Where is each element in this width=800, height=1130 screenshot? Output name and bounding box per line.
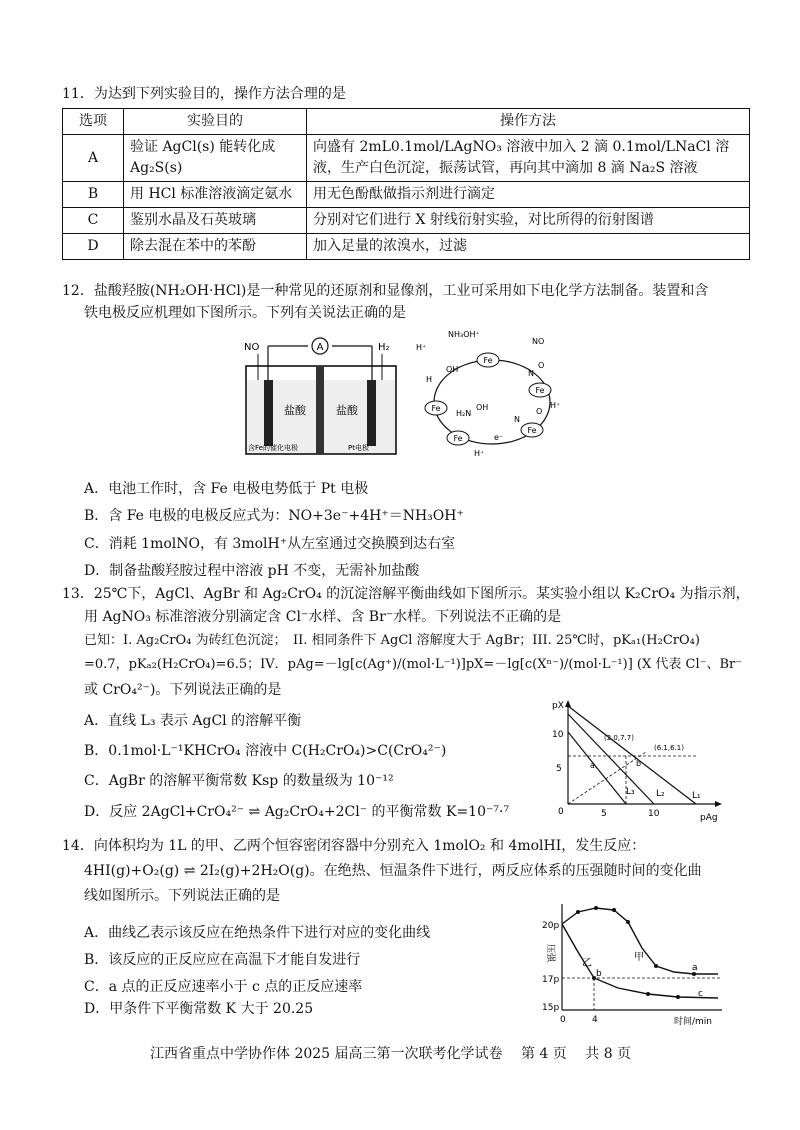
q12-option-b: B．含 Fe 电极的电极反应式为：NO+3e⁻+4H⁺＝NH₃OH⁺ (84, 508, 464, 524)
header-option: 选项 (63, 109, 124, 135)
table-row (63, 182, 750, 208)
svg-text:L₃: L₃ (626, 787, 635, 797)
svg-text:0: 0 (560, 1015, 566, 1025)
q13-solubility-graph (546, 696, 726, 824)
table-row (63, 234, 750, 260)
svg-text:pX: pX (552, 701, 564, 711)
left-solution: 盐酸 (284, 404, 306, 417)
header-aim: 实验目的 (124, 109, 307, 135)
nh3oh-label: NH₃OH⁺ (448, 330, 480, 339)
right-solution: 盐酸 (336, 404, 358, 417)
row-aim: 鉴别水晶及石英玻璃 (124, 208, 307, 234)
svg-text:L₂: L₂ (656, 789, 665, 799)
line-l3 (568, 732, 626, 804)
no-gas-label: NO (244, 342, 260, 353)
q13-stem-2: 用 AgNO₃ 标准溶液分别滴定含 Cl⁻水样、含 Br⁻水样。下列说法不正确的是 (84, 609, 562, 625)
pt-electrode (367, 380, 376, 446)
q14-stem-1: 14．向体积均为 1L 的甲、乙两个恒容密闭容器中分别充入 1molO₂ 和 4molHI，发生反应： (62, 838, 646, 854)
svg-text:甲: 甲 (634, 952, 644, 963)
q13-known-1: 已知：I. Ag₂CrO₄ 为砖红色沉淀； II. 相同条件下 AgCl 溶解度大于 AgBr；III. 25℃时，pKₐ₁(H₂CrO₄) (84, 633, 700, 648)
q14-option-b: B．该反应的正反应应在高温下才能自发进行 (84, 952, 361, 968)
svg-text:Fe: Fe (535, 386, 545, 395)
table-header-row (63, 109, 750, 135)
h2-gas-label: H₂ (378, 342, 390, 353)
svg-text:5: 5 (601, 809, 607, 819)
svg-text:O: O (536, 407, 543, 416)
svg-text:b: b (596, 969, 602, 979)
svg-text:H⁺: H⁺ (550, 401, 561, 410)
fe-electrode (264, 380, 273, 446)
svg-text:Fe: Fe (453, 434, 463, 443)
svg-text:15p: 15p (542, 1003, 560, 1013)
svg-text:Fe: Fe (483, 356, 493, 365)
q13-option-d: D．反应 2AgCl+CrO₄²⁻ ⇌ Ag₂CrO₄+2Cl⁻ 的平衡常数 K=10⁻⁷·⁷ (84, 804, 510, 820)
svg-text:e⁻: e⁻ (494, 433, 504, 442)
svg-text:4: 4 (592, 1015, 598, 1025)
svg-text:Fe: Fe (527, 426, 537, 435)
svg-text:(6.1,6.1): (6.1,6.1) (654, 744, 684, 752)
svg-text:b: b (636, 759, 642, 768)
row-aim: 除去混在苯中的苯酚 (124, 234, 307, 260)
row-option: D (63, 234, 124, 260)
svg-text:N: N (528, 369, 534, 378)
svg-text:Fe: Fe (431, 404, 441, 413)
svg-text:H: H (426, 375, 433, 384)
exchange-membrane (316, 366, 324, 454)
q13-known-3: 或 CrO₄²⁻)。下列说法正确的是 (84, 682, 282, 698)
q11-stem: 11．为达到下列实验目的，操作方法合理的是 (62, 86, 346, 102)
q13-option-b: B．0.1mol·L⁻¹KHCrO₄ 溶液中 C(H₂CrO₄)>C(CrO₄²⁻) (84, 743, 447, 759)
q12-option-a: A．电池工作时，含 Fe 电极电势低于 Pt 电极 (84, 481, 369, 497)
q14-option-a: A．曲线乙表示该反应在绝热条件下进行对应的变化曲线 (84, 925, 431, 941)
table-row (63, 208, 750, 234)
svg-text:H₂N: H₂N (456, 409, 472, 418)
svg-text:OH: OH (446, 365, 459, 374)
svg-text:时间/min: 时间/min (674, 1017, 713, 1027)
svg-text:20p: 20p (542, 921, 560, 931)
svg-text:(2.0,7.7): (2.0,7.7) (604, 734, 634, 742)
q14-pressure-graph (538, 900, 734, 1030)
svg-text:c: c (698, 989, 703, 999)
q11-table (62, 108, 750, 260)
header-method: 操作方法 (307, 109, 750, 135)
row-method: 向盛有 2mL0.1mol/LAgNO₃ 溶液中加入 2 滴 0.1mol/LNaCl 溶液，生产白色沉淀，振荡试管，再向其中滴加 8 滴 Na₂S 溶液 (307, 135, 750, 182)
q12-stem-1: 12．盐酸羟胺(NH₂OH·HCl)是一种常见的还原剂和显像剂，工业可采用如下电化学方法制备。装置和含 (62, 283, 709, 299)
fe-electrode-label: 含Fe的催化电极 (248, 444, 298, 452)
q12-option-c: C．消耗 1molNO，有 3molH⁺从左室通过交换膜到达右室 (84, 536, 456, 552)
row-option: B (63, 182, 124, 208)
q14-stem-3: 线如图所示。下列说法正确的是 (84, 888, 280, 904)
svg-text:pAg: pAg (700, 813, 718, 823)
svg-text:a: a (590, 761, 595, 770)
svg-text:H⁺: H⁺ (474, 449, 485, 458)
q14-option-c: C．a 点的正反应速率小于 c 点的正反应速率 (84, 979, 363, 995)
footer-title: 江西省重点中学协作体 2025 届高三第一次联考化学试卷 (150, 1046, 503, 1062)
q12-electrolysis-figure (236, 330, 566, 462)
q13-option-a: A．直线 L₃ 表示 AgCl 的溶解平衡 (84, 713, 302, 729)
footer-page: 第 4 页 (520, 1046, 567, 1062)
no-label: NO (532, 337, 545, 346)
svg-text:N: N (514, 415, 520, 424)
q14-stem-2: 4HI(g)+O₂(g) ⇌ 2I₂(g)+2H₂O(g)。在绝热、恒温条件下进行，两反应体系的压强随时间的变化曲 (84, 863, 702, 879)
svg-text:L₁: L₁ (692, 791, 701, 801)
row-aim: 用 HCl 标准溶液滴定氨水 (124, 182, 307, 208)
table-row (63, 135, 750, 182)
svg-text:乙: 乙 (582, 958, 592, 969)
svg-text:10: 10 (648, 809, 660, 819)
svg-text:OH: OH (476, 403, 489, 412)
q13-stem-1: 13．25℃下，AgCl、AgBr 和 Ag₂CrO₄ 的沉淀溶解平衡曲线如下图所示。某实验小组以 K₂CrO₄ 为指示剂， (62, 586, 750, 602)
row-aim: 验证 AgCl(s) 能转化成 Ag₂S(s) (124, 135, 307, 182)
svg-text:O: O (538, 361, 545, 370)
row-option: C (63, 208, 124, 234)
row-method: 加入足量的浓溴水，过滤 (307, 234, 750, 260)
ammeter-label: A (316, 342, 324, 353)
svg-text:5: 5 (556, 764, 562, 774)
q14-option-d: D．甲条件下平衡常数 K 大于 20.25 (84, 1001, 314, 1017)
svg-text:0: 0 (558, 807, 564, 817)
page-footer (150, 1043, 645, 1063)
q13-known-2: =0.7，pKₐ₂(H₂CrO₄)=6.5；IV．pAg=－lg[c(Ag⁺)/(mol·L⁻¹)]pX=－lg[c(Xⁿ⁻)/(mol·L⁻¹)] (X 代表 Cl⁻、Br⁻ (84, 657, 743, 672)
q13-option-c: C．AgBr 的溶解平衡常数 Ksp 的数量级为 10⁻¹² (84, 773, 394, 789)
q12-option-d: D．制备盐酸羟胺过程中溶液 pH 不变，无需补加盐酸 (84, 563, 420, 579)
footer-total: 共 8 页 (585, 1046, 632, 1062)
svg-text:压强: 压强 (545, 944, 555, 963)
svg-text:17p: 17p (542, 975, 560, 985)
svg-text:H⁺: H⁺ (416, 343, 427, 352)
svg-text:a: a (692, 963, 698, 973)
row-option: A (63, 135, 124, 182)
q12-stem-2: 铁电极反应机理如下图所示。下列有关说法正确的是 (84, 305, 406, 321)
svg-text:10: 10 (552, 730, 564, 740)
row-method: 用无色酚酞做指示剂进行滴定 (307, 182, 750, 208)
row-method: 分别对它们进行 X 射线衍射实验，对比所得的衍射图谱 (307, 208, 750, 234)
line-l2 (568, 714, 654, 804)
pt-electrode-label: Pt电极 (348, 444, 369, 452)
